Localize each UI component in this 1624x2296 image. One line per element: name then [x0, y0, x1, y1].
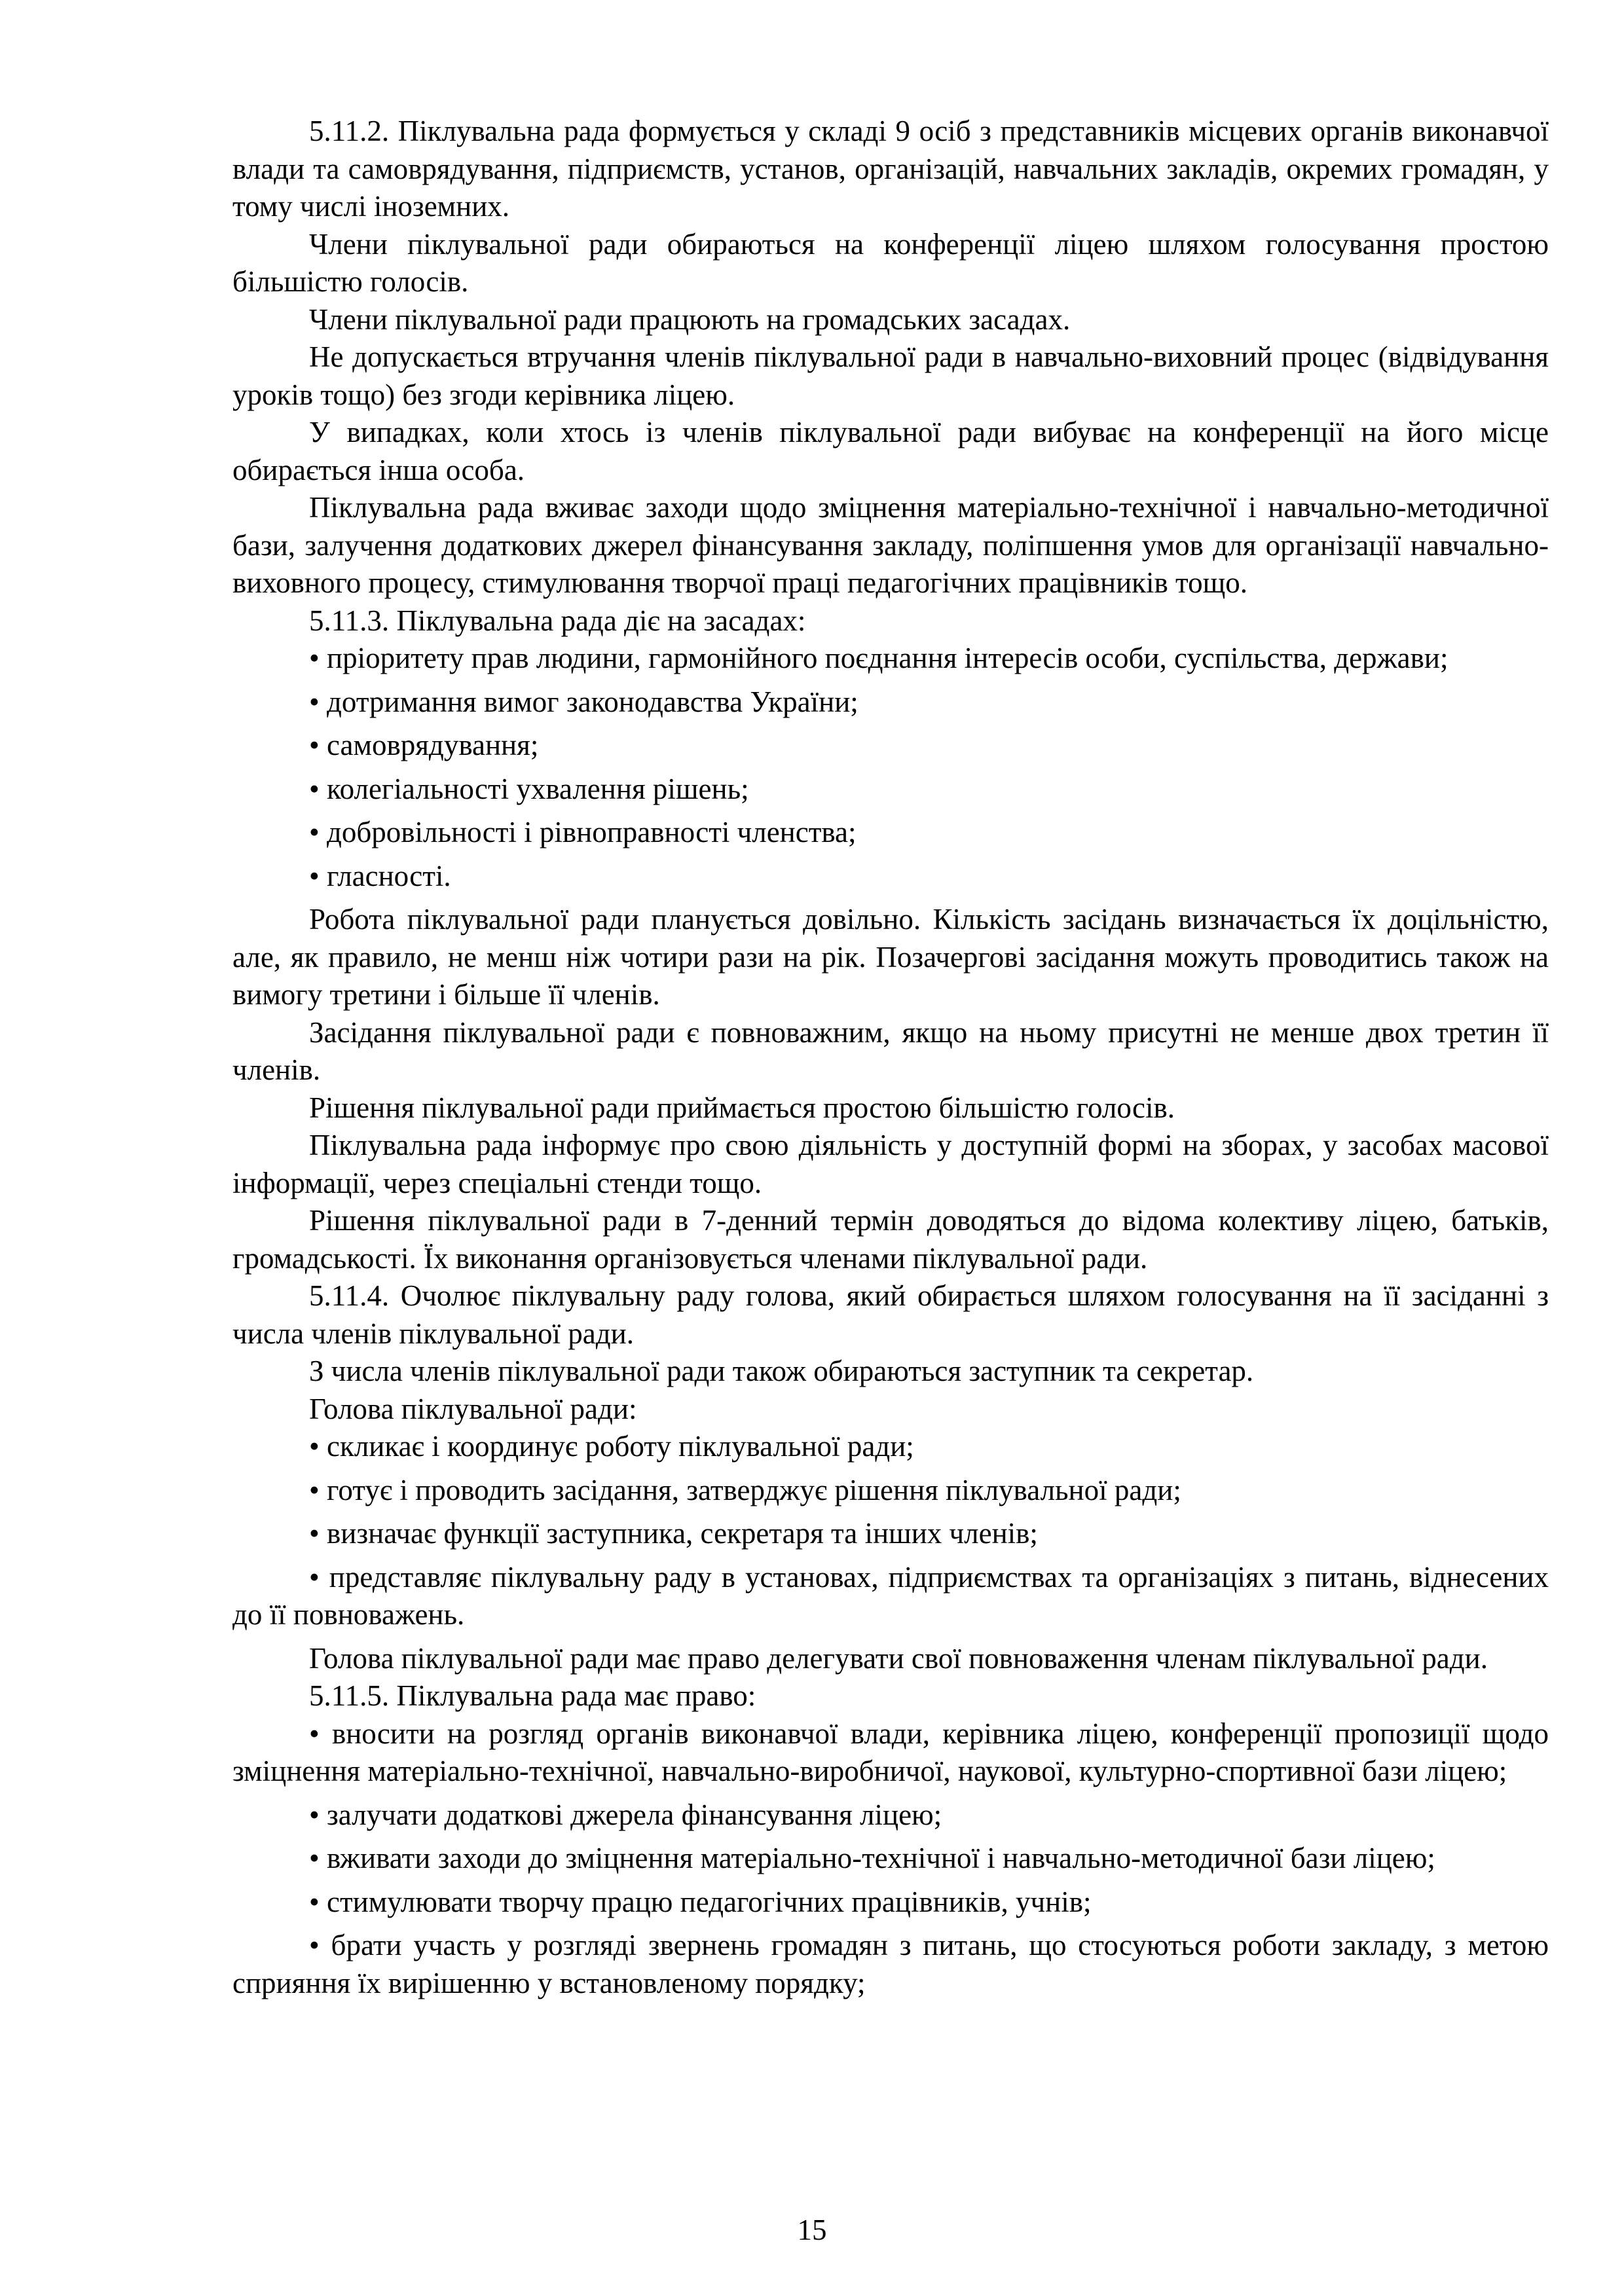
list-item-principle: • добровільності і рівноправності членства;: [232, 814, 1549, 852]
paragraph-chair-heading: Голова піклувальної ради:: [309, 1392, 637, 1425]
list-item-chair-duty: • скликає і координує роботу піклувальної ради;: [232, 1428, 1549, 1466]
paragraph-no-interference: Не допускається втручання членів піклувальної ради в навчально-виховний процес (відвідування уроків тощо) без згоди керівника ліцею.: [232, 340, 1549, 411]
paragraph-members-voluntary: Члени піклувальної ради працюють на громадських засадах.: [309, 302, 1071, 336]
page-number: 15: [797, 2214, 827, 2246]
paragraph-5-11-5: 5.11.5. Піклувальна рада має право:: [309, 1679, 756, 1712]
list-item-principle: • самоврядування;: [232, 727, 1549, 765]
paragraph-5-11-2: 5.11.2. Піклувальна рада формується у складі 9 осіб з представників місцевих органів виконавчої влади та самоврядування, підприємств, установ, організацій, навчальних закладів, окремих громадян, у тому числі іноземних.: [232, 115, 1549, 223]
paragraph-members-election: Члени піклувальної ради обираються на конференції ліцею шляхом голосування простою більшістю голосів.: [232, 227, 1549, 298]
paragraph-council-measures: Піклувальна рада вживає заходи щодо зміцнення матеріально-технічної і навчально-методичної бази, залучення додаткових джерел фінансування закладу, поліпшення умов для організації навчально-виховного процесу, стимулювання творчої праці педагогічних працівників тощо.: [232, 491, 1549, 599]
list-item-council-right: • стимулювати творчу працю педагогічних працівників, учнів;: [232, 1884, 1549, 1922]
list-item-council-right: • вносити на розгляд органів виконавчої влади, керівника ліцею, конференції пропозиції щодо зміцнення матеріально-технічної, навчально-виробничої, наукової, культурно-спортивної бази ліцею;: [232, 1715, 1549, 1791]
document-body: [232, 113, 1549, 2008]
paragraph-chair-delegation: Голова піклувальної ради має право делегувати свої повноваження членам піклувальної ради.: [309, 1641, 1488, 1675]
paragraph-quorum: Засідання піклувальної ради є повноважним, якщо на ньому присутні не менше двох третин її членів.: [232, 1015, 1549, 1086]
list-item-principle: • пріоритету прав людини, гармонійного поєднання інтересів особи, суспільства, держави;: [232, 640, 1549, 678]
paragraph-5-11-3: 5.11.3. Піклувальна рада діє на засадах:: [309, 604, 806, 637]
list-item-council-right: • брати участь у розгляді звернень громадян з питань, що стосуються роботи закладу, з метою сприяння їх вирішенню у встановленому порядку;: [232, 1927, 1549, 2002]
list-item-principle: • гласності.: [232, 858, 1549, 896]
paragraph-decision-majority: Рішення піклувальної ради приймається простою більшістю голосів.: [309, 1091, 1175, 1124]
list-item-principle: • колегіальності ухвалення рішень;: [232, 771, 1549, 809]
list-item-council-right: • вживати заходи до зміцнення матеріально-технічної і навчально-методичної бази ліцею;: [232, 1840, 1549, 1878]
paragraph-meetings-schedule: Робота піклувальної ради планується довільно. Кількість засідань визначається їх доцільністю, але, як правило, не менш ніж чотири рази на рік. Позачергові засідання можуть проводитись також на вимогу третини і більше її членів.: [232, 903, 1549, 1011]
paragraph-5-11-4: 5.11.4. Очолює піклувальну раду голова, який обирається шляхом голосування на її засіданні з числа членів піклувальної ради.: [232, 1279, 1549, 1350]
list-item-chair-duty: • готує і проводить засідання, затверджує рішення піклувальної ради;: [232, 1472, 1549, 1510]
list-item-chair-duty: • визначає функції заступника, секретаря та інших членів;: [232, 1515, 1549, 1553]
list-item-council-right: • залучати додаткові джерела фінансування ліцею;: [232, 1796, 1549, 1834]
paragraph-member-replacement: У випадках, коли хтось із членів піклувальної ради вибуває на конференції на його місце обирається інша особа.: [232, 416, 1549, 486]
paragraph-informing: Піклувальна рада інформує про свою діяльність у доступній формі на зборах, у засобах масової інформації, через спеціальні стенди тощо.: [232, 1129, 1549, 1199]
list-item-chair-duty: • представляє піклувальну раду в установах, підприємствах та організаціях з питань, віднесених до її повноважень.: [232, 1559, 1549, 1634]
list-item-principle: • дотримання вимог законодавства України;: [232, 683, 1549, 721]
paragraph-deputy-secretary: З числа членів піклувальної ради також обираються заступник та секретар.: [309, 1355, 1254, 1387]
paragraph-decisions-communicated: Рішення піклувальної ради в 7-денний термін доводяться до відома колективу ліцею, батьків, громадськості. Їх виконання організовується членами піклувальної ради.: [232, 1204, 1549, 1275]
